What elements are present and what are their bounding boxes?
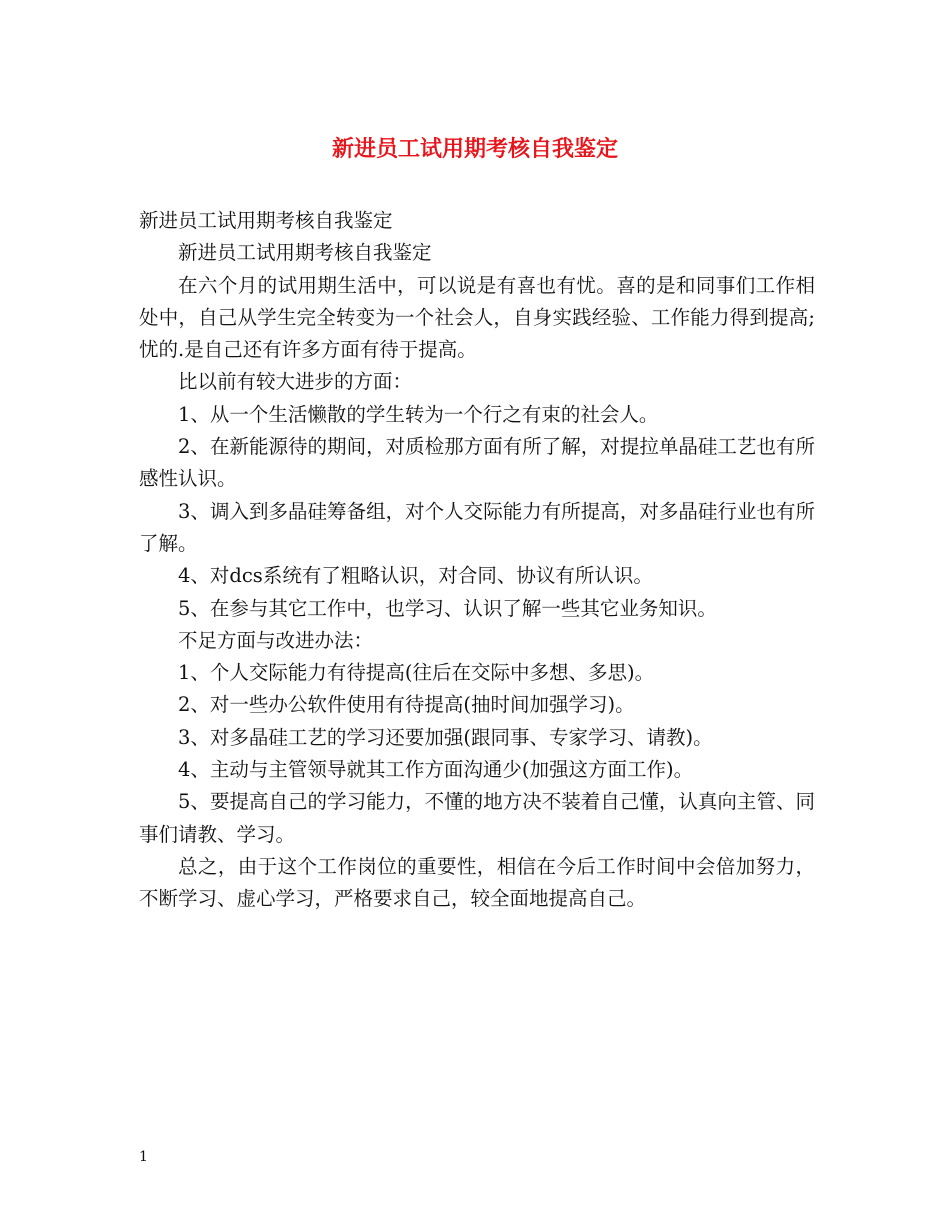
document-title: 新进员工试用期考核自我鉴定 <box>331 136 618 162</box>
progress-item-2: 2、在新能源待的期间，对质检那方面有所了解，对提拉单晶硅工艺也有所感性认识。 <box>139 435 815 491</box>
improvement-item-5: 5、要提高自己的学习能力，不懂的地方决不装着自己懂，认真向主管、同事们请教、学习。 <box>139 790 815 846</box>
paragraph-heading: 新进员工试用期考核自我鉴定 <box>139 209 393 232</box>
paragraph-subheading: 新进员工试用期考核自我鉴定 <box>178 241 432 265</box>
section-heading-progress: 比以前有较大进步的方面： <box>178 370 413 394</box>
paragraph-conclusion: 总之，由于这个工作岗位的重要性，相信在今后工作时间中会倍加努力，不断学习、虚心学习，严格要求自己，较全面地提高自己。 <box>139 854 815 911</box>
improvement-item-1: 1、个人交际能力有待提高(往后在交际中多想、多思)。 <box>178 661 655 685</box>
page-number: 1 <box>139 1149 148 1165</box>
progress-item-1: 1、从一个生活懒散的学生转为一个行之有束的社会人。 <box>178 402 659 426</box>
paragraph-intro: 在六个月的试用期生活中，可以说是有喜也有忧。喜的是和同事们工作相处中，自己从学生完全转变为一个社会人，自身实践经验、工作能力得到提高;忧的.是自己还有许多方面有待于提高。 <box>139 273 815 362</box>
document-body <box>139 205 815 916</box>
progress-item-3: 3、调入到多晶硅筹备组，对个人交际能力有所提高，对多晶硅行业也有所了解。 <box>139 499 815 555</box>
improvement-item-2: 2、对一些办公软件使用有待提高(抽时间加强学习)。 <box>178 693 635 717</box>
section-heading-improvement: 不足方面与改进办法： <box>178 628 374 652</box>
progress-item-5: 5、在参与其它工作中，也学习、认识了解一些其它业务知识。 <box>178 596 717 620</box>
improvement-item-3: 3、对多晶硅工艺的学习还要加强(跟同事、专家学习、请教)。 <box>178 725 713 749</box>
improvement-item-4: 4、主动与主管领导就其工作方面沟通少(加强这方面工作)。 <box>178 758 694 782</box>
progress-item-4: 4、对dcs系统有了粗略认识，对合同、协议有所认识。 <box>178 564 653 588</box>
